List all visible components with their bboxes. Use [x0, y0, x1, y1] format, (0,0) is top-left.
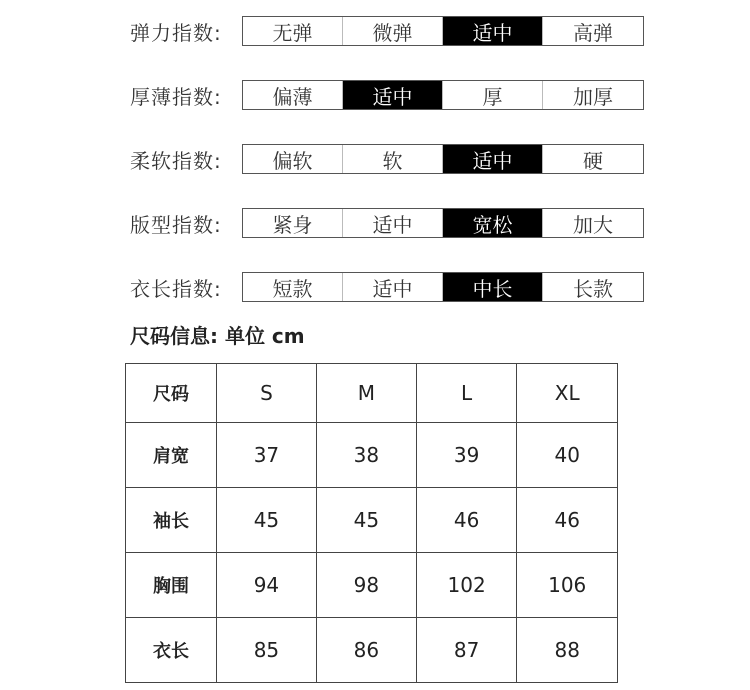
- attr-label: 厚薄指数:: [130, 84, 222, 109]
- attr-option: 无弹: [243, 17, 343, 45]
- table-cell: 46: [416, 488, 517, 553]
- size-header-cell: S: [216, 364, 316, 423]
- table-cell: 46: [517, 488, 618, 553]
- attr-label: 弹力指数:: [130, 20, 222, 45]
- table-cell: 88: [517, 618, 618, 683]
- attr-option: 适中: [343, 81, 443, 109]
- row-label-cell: 衣长: [126, 618, 217, 683]
- attr-option: 偏软: [243, 145, 343, 173]
- attr-option: 加厚: [573, 84, 613, 109]
- table-row: [126, 488, 618, 553]
- table-row: [126, 618, 618, 683]
- size-header-cell: XL: [517, 364, 618, 423]
- attr-scale: [242, 144, 644, 174]
- table-cell: 37: [216, 423, 316, 488]
- size-table: [125, 363, 618, 683]
- attr-option: 长款: [573, 276, 613, 301]
- attr-scale: [242, 16, 644, 46]
- table-cell: 86: [316, 618, 416, 683]
- attr-option: 加大: [573, 212, 613, 237]
- size-info-title: 尺码信息: 单位 cm: [130, 324, 305, 348]
- attr-option: 宽松: [443, 209, 543, 237]
- attr-row-fit: [130, 207, 644, 239]
- attr-label: 衣长指数:: [130, 276, 222, 301]
- table-cell: 45: [316, 488, 416, 553]
- table-cell: 40: [517, 423, 618, 488]
- attr-row-thickness: [130, 79, 644, 111]
- attr-option: 硬: [583, 148, 603, 173]
- attr-option: 高弹: [573, 20, 613, 45]
- attr-row-length: [130, 271, 644, 303]
- attr-option: 软: [343, 145, 443, 173]
- table-cell: 87: [416, 618, 517, 683]
- attr-row-elasticity: [130, 15, 644, 47]
- attr-scale: [242, 208, 644, 238]
- attr-option: 适中: [343, 209, 443, 237]
- table-cell: 106: [517, 553, 618, 618]
- row-label-cell: 袖长: [126, 488, 217, 553]
- attr-option: 微弹: [343, 17, 443, 45]
- attr-scale: [242, 272, 644, 302]
- attr-row-softness: [130, 143, 644, 175]
- attr-option: 偏薄: [243, 81, 343, 109]
- size-header-cell: M: [316, 364, 416, 423]
- attr-option: 短款: [243, 273, 343, 301]
- attr-option: 适中: [443, 145, 543, 173]
- table-cell: 45: [216, 488, 316, 553]
- table-cell: 102: [416, 553, 517, 618]
- table-cell: 38: [316, 423, 416, 488]
- size-header-cell: 尺码: [126, 364, 217, 423]
- table-row: [126, 553, 618, 618]
- row-label-cell: 肩宽: [126, 423, 217, 488]
- attr-option: 适中: [343, 273, 443, 301]
- table-cell: 94: [216, 553, 316, 618]
- table-cell: 39: [416, 423, 517, 488]
- attr-option: 厚: [443, 81, 543, 109]
- table-row: [126, 423, 618, 488]
- attr-label: 柔软指数:: [130, 148, 222, 173]
- attr-option: 适中: [443, 17, 543, 45]
- table-cell: 85: [216, 618, 316, 683]
- attr-label: 版型指数:: [130, 212, 222, 237]
- attr-scale: [242, 80, 644, 110]
- table-cell: 98: [316, 553, 416, 618]
- size-header-cell: L: [416, 364, 517, 423]
- attr-option: 中长: [443, 273, 543, 301]
- row-label-cell: 胸围: [126, 553, 217, 618]
- size-table-header-row: [126, 364, 618, 423]
- attr-option: 紧身: [243, 209, 343, 237]
